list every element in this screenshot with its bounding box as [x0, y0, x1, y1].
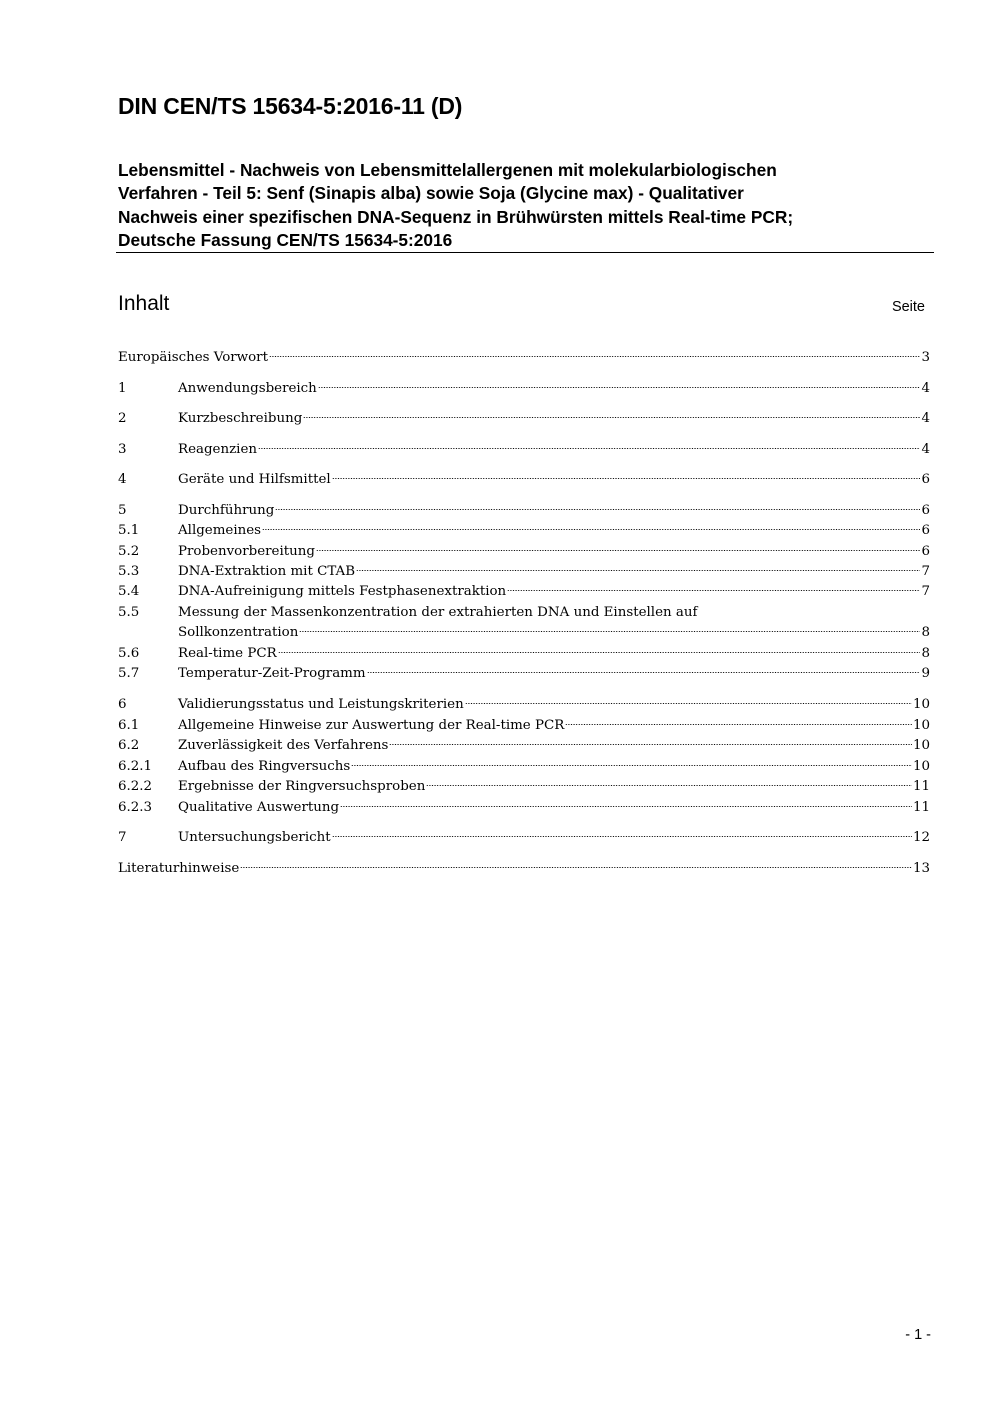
toc-entry-number: 6 [118, 697, 127, 712]
toc-leader-dots [356, 570, 920, 571]
page-number: - 1 - [905, 1327, 931, 1343]
toc-entry-number: 5.4 [118, 584, 140, 599]
toc-entry[interactable] [118, 664, 930, 684]
toc-leader-dots [275, 509, 920, 510]
toc-entry-number: 3 [118, 442, 127, 457]
toc-entry[interactable] [118, 542, 930, 562]
toc-entry-number: 5.2 [118, 544, 140, 559]
document-id: DIN CEN/TS 15634-5:2016-11 (D) [118, 93, 463, 119]
toc-entry-page[interactable]: 10 [912, 697, 930, 712]
toc-entry[interactable] [118, 582, 930, 602]
toc-leader-dots [262, 529, 920, 530]
document-title-line: Deutsche Fassung CEN/TS 15634-5:2016 [118, 229, 453, 250]
toc-entry[interactable] [118, 409, 930, 429]
document-title-line: Lebensmittel - Nachweis von Lebensmittelallergenen mit molekularbiologischen [118, 160, 777, 180]
toc-leader-dots [340, 806, 912, 807]
toc-leader-dots [507, 590, 920, 591]
toc-entry-label[interactable]: Zuverlässigkeit des Verfahrens [178, 738, 389, 753]
toc-entry-label[interactable]: Untersuchungsbericht [178, 830, 331, 845]
toc-entry[interactable] [118, 521, 930, 541]
toc-leader-dots [332, 836, 912, 837]
toc-entry-label[interactable]: Probenvorbereitung [178, 544, 315, 559]
toc-leader-dots [269, 356, 921, 357]
toc-entry-page[interactable]: 10 [912, 738, 930, 753]
toc-entry-label[interactable]: Qualitative Auswertung [178, 800, 340, 815]
toc-leader-dots [318, 387, 921, 388]
toc-entry-label[interactable]: Ergebnisse der Ringversuchsproben [178, 779, 426, 794]
toc-entry-continuation[interactable] [118, 623, 930, 643]
toc-leader-dots [565, 724, 912, 725]
toc-entry-number: 7 [118, 830, 127, 845]
toc-leader-dots [278, 652, 921, 653]
toc-entry[interactable] [118, 440, 930, 460]
toc-entry-page[interactable]: 6 [921, 503, 930, 518]
toc-entry[interactable] [118, 562, 930, 582]
document-title-line: Verfahren - Teil 5: Senf (Sinapis alba) sowie Soja (Glycine max) - Qualitativer [118, 183, 744, 204]
toc-entry-page[interactable]: 10 [912, 759, 930, 774]
toc-entry-label[interactable]: Real-time PCR [178, 646, 277, 661]
toc-entry[interactable] [118, 859, 930, 879]
toc-entry[interactable] [118, 757, 930, 777]
toc-entry-label[interactable]: Anwendungsbereich [178, 381, 317, 396]
toc-entry[interactable] [118, 501, 930, 521]
toc-entry-page[interactable]: 6 [921, 544, 930, 559]
toc-entry[interactable] [118, 695, 930, 715]
toc-entry-label[interactable]: DNA-Aufreinigung mittels Festphasenextraktion [178, 584, 507, 599]
toc-entry-page[interactable]: 11 [912, 779, 930, 794]
toc-entry[interactable] [118, 828, 930, 848]
toc-entry[interactable] [118, 470, 930, 490]
toc-entry-number: 5.3 [118, 564, 140, 579]
toc-entry-label[interactable]: Geräte und Hilfsmittel [178, 472, 331, 487]
toc-entry[interactable] [118, 736, 930, 756]
toc-entry-label[interactable]: Reagenzien [178, 442, 257, 457]
toc-leader-dots [426, 785, 912, 786]
toc-entry-page[interactable]: 4 [921, 381, 930, 396]
toc-leader-dots [303, 417, 920, 418]
toc-entry-page[interactable]: 8 [921, 625, 930, 640]
toc-entry-number: 5 [118, 503, 127, 518]
toc-leader-dots [332, 478, 921, 479]
toc-leader-dots [367, 672, 921, 673]
toc-entry-page[interactable]: 12 [912, 830, 930, 845]
toc-entry-number: 4 [118, 472, 127, 487]
toc-entry-page[interactable]: 7 [921, 584, 930, 599]
toc-entry-number: 5.7 [118, 666, 140, 681]
toc-entry-label[interactable]: Durchführung [178, 503, 275, 518]
toc-entry-number: 6.2.3 [118, 800, 153, 815]
toc-entry-number: 1 [118, 381, 127, 396]
toc-entry-number: 5.1 [118, 523, 140, 538]
toc-entry[interactable] [118, 348, 930, 368]
toc-leader-dots [465, 703, 912, 704]
toc-heading: Inhalt [118, 292, 170, 315]
toc-entry-page[interactable]: 4 [921, 411, 930, 426]
toc-entry-page[interactable]: 8 [921, 646, 930, 661]
toc-entry-label[interactable]: Literaturhinweise [118, 861, 240, 876]
toc-entry[interactable] [118, 603, 930, 623]
toc-leader-dots [316, 550, 921, 551]
toc-entry-page[interactable]: 4 [921, 442, 930, 457]
toc-entry-page[interactable]: 6 [921, 472, 930, 487]
toc-leader-dots [351, 765, 912, 766]
toc-entry-page[interactable]: 13 [912, 861, 930, 876]
document-title [118, 159, 933, 252]
toc-entry-number: 6.1 [118, 718, 140, 733]
toc-entry-label[interactable]: Temperatur-Zeit-Programm [178, 666, 366, 681]
toc-entry-label[interactable]: Kurzbeschreibung [178, 411, 303, 426]
toc-entry[interactable] [118, 644, 930, 664]
toc-entry-page[interactable]: 9 [921, 666, 930, 681]
toc-page-column-label: Seite [891, 299, 925, 315]
toc-entry[interactable] [118, 716, 930, 736]
toc-leader-dots [299, 631, 920, 632]
toc-entry-page[interactable]: 6 [921, 523, 930, 538]
toc-leader-dots [258, 448, 920, 449]
toc-entry-page[interactable]: 3 [921, 350, 930, 365]
toc-entry-number: 5.5 [118, 605, 140, 620]
toc-entry-page[interactable]: 7 [921, 564, 930, 579]
title-divider [116, 252, 934, 253]
toc-entry-label[interactable]: Messung der Massenkonzentration der extrahierten DNA und Einstellen auf [178, 605, 698, 620]
toc-entry-number: 2 [118, 411, 127, 426]
toc-leader-dots [389, 744, 912, 745]
toc-entry-page[interactable]: 10 [912, 718, 930, 733]
toc-entry-label[interactable]: Europäisches Vorwort [118, 350, 268, 365]
toc-entry-page[interactable]: 11 [912, 800, 930, 815]
toc-entry-number: 6.2.2 [118, 779, 153, 794]
document-title-line: Nachweis einer spezifischen DNA-Sequenz in Brühwürsten mittels Real-time PCR; [118, 206, 794, 227]
toc-entry-number: 5.6 [118, 646, 140, 661]
toc-entry[interactable] [118, 798, 930, 818]
toc-entry-label[interactable]: Aufbau des Ringversuchs [178, 759, 351, 774]
toc-entry-label[interactable]: Allgemeines [178, 523, 262, 538]
toc-entry-label[interactable]: Allgemeine Hinweise zur Auswertung der Real-time PCR [178, 718, 565, 733]
toc-entry-label[interactable]: Validierungsstatus und Leistungskriterien [178, 697, 464, 712]
toc-entry-label[interactable]: DNA-Extraktion mit CTAB [178, 564, 356, 579]
toc-entry-number: 6.2 [118, 738, 140, 753]
toc-leader-dots [240, 867, 912, 868]
toc-entry[interactable] [118, 379, 930, 399]
toc-entry[interactable] [118, 777, 930, 797]
toc-entry-number: 6.2.1 [118, 759, 153, 774]
toc-entry-label-continued[interactable]: Sollkonzentration [178, 625, 299, 640]
